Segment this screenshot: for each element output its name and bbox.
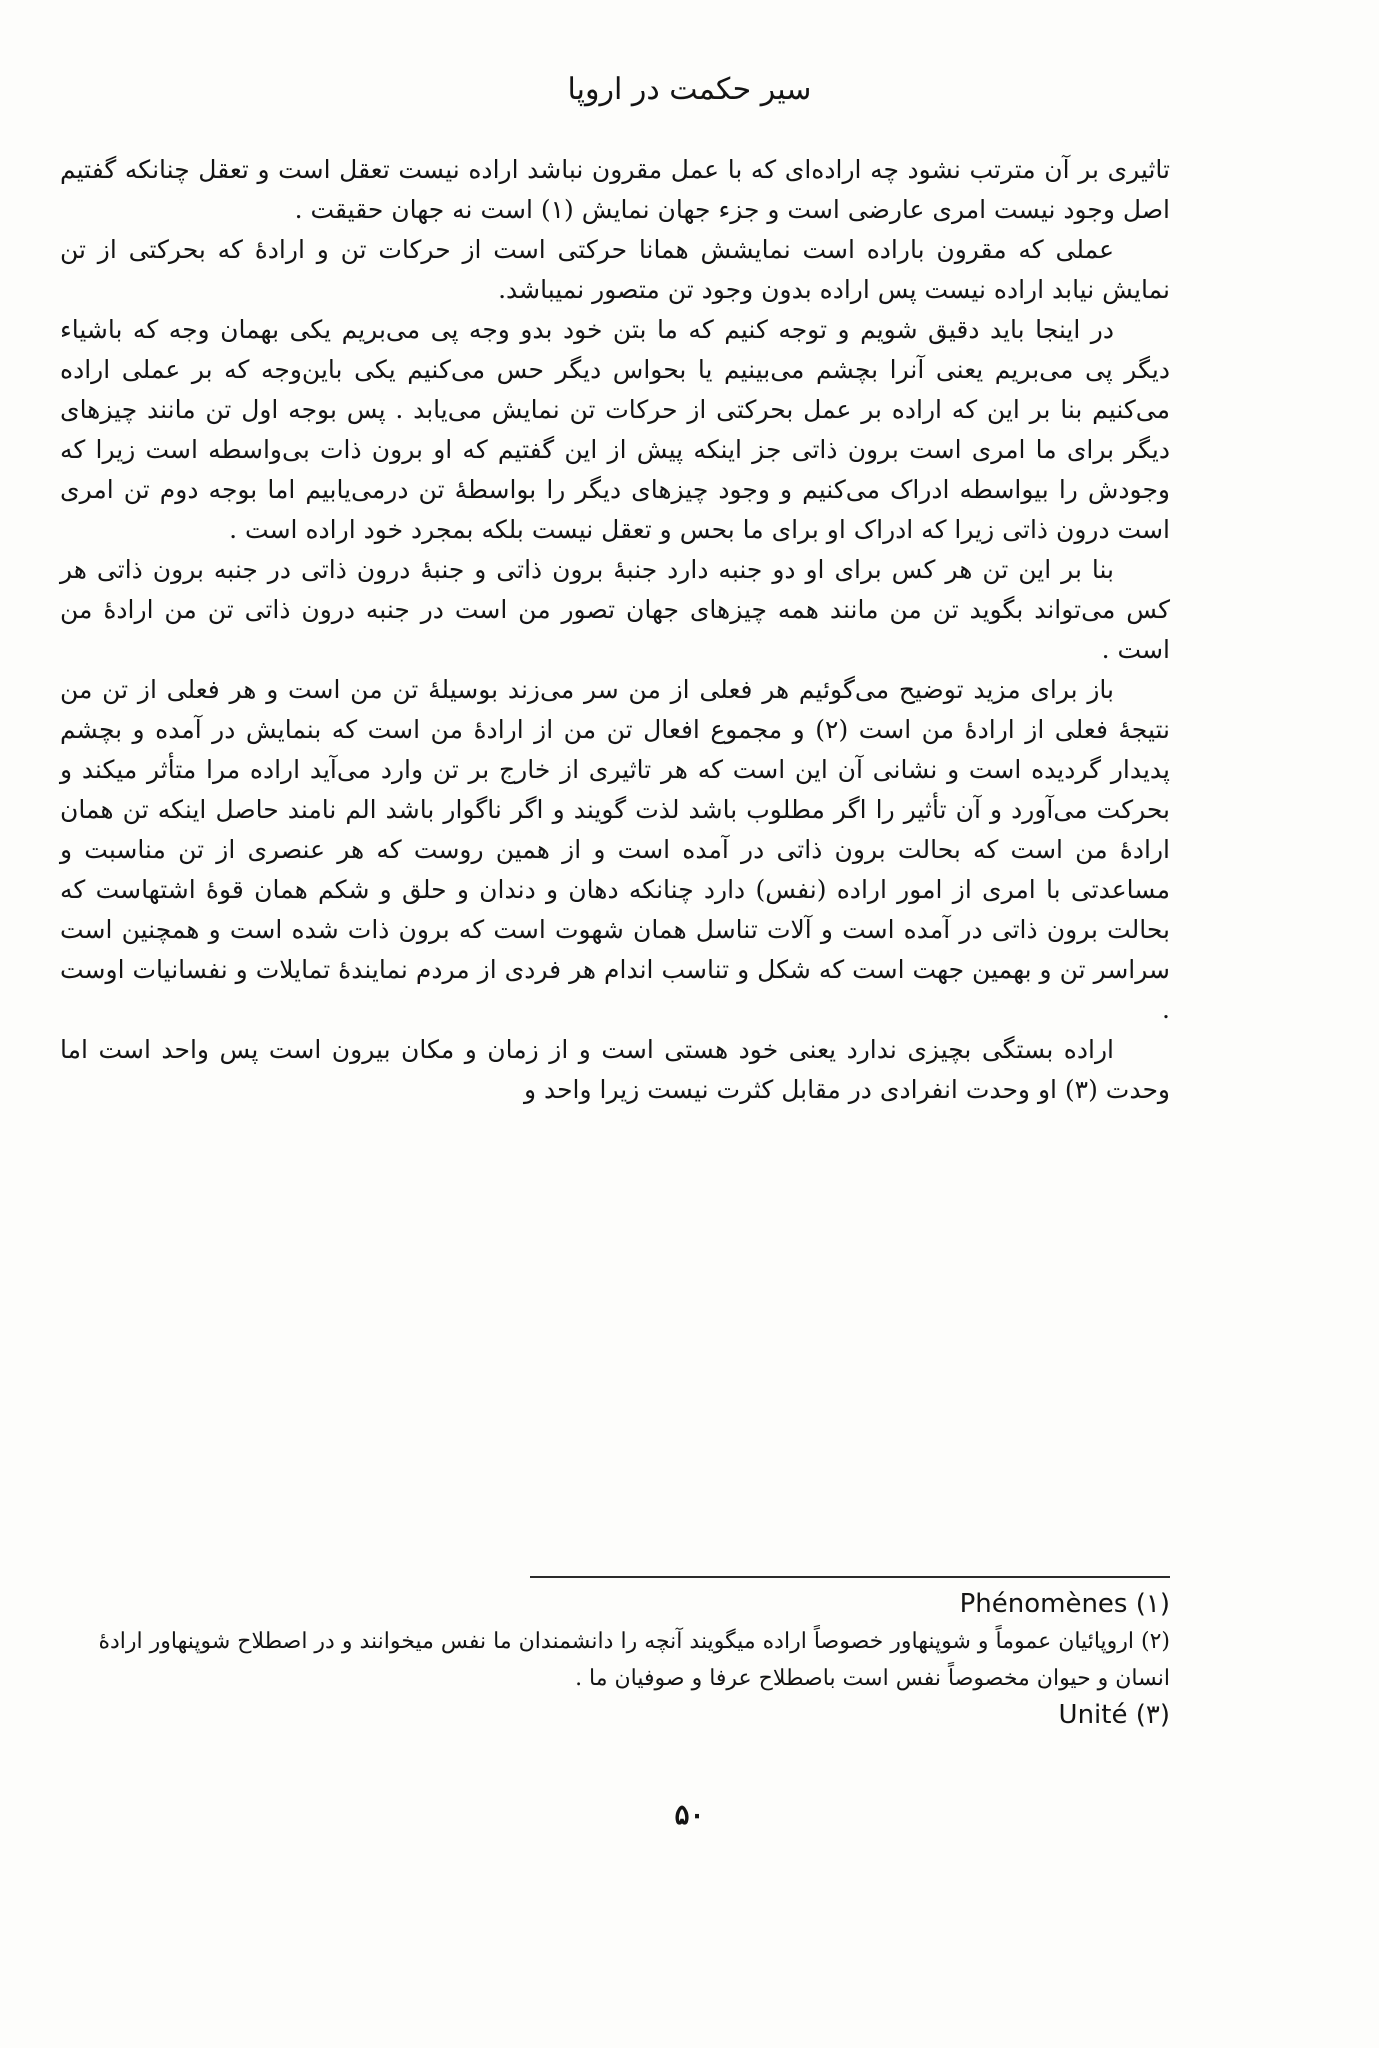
footnote-2: (۲) اروپائیان عموماً و شوپنهاور خصوصاً اراده میگویند آنچه را دانشمندان ما نفس میخوانند و در اصطلاح شوپنهاور ارادهٔ انسان و حیوان مخصوصاً نفس است باصطلاح عرفا و صوفیان ما . [98,1629,1170,1691]
running-title: سیر حکمت در اروپا [567,72,812,107]
paragraph-action-and-body: عملی که مقرون باراده است نمایشش همانا حرکتی است از حرکات تن و ارادهٔ که بحرکتی از تن نمایش نیابد اراده نیست پس اراده بدون وجود تن متصور نمیباشد. [60,235,1170,304]
page-number: ۵۰ [674,1798,705,1831]
body-text [60,150,1170,1110]
paragraph-two-aspects: بنا بر این تن هر کس برای او دو جنبه دارد جنبهٔ برون ذاتی و جنبهٔ درون ذاتی در جنبه برون ذاتی هر کس می‌تواند بگوید تن من مانند همه چیزهای جهان تصور من است در جنبه درون ذاتی تن من ارادهٔ من است . [60,555,1170,664]
paragraph-further-explanation: باز برای مزید توضیح می‌گوئیم هر فعلی از من سر می‌زند بوسیلهٔ تن من است و هر فعلی از تن من نتیجهٔ فعلی از ارادهٔ من است (۲) و مجموع افعال تن من از ارادهٔ من است که بنمایش در آمده و بچشم پدیدار گردیده است و نشانی آن این است که هر تاثیری از خارج بر تن وارد می‌آید اراده مرا متأثر میکند و بحرکت می‌آورد و آن تأثیر را اگر مطلوب باشد لذت گویند و اگر ناگوار باشد الم نامند حاصل اینکه تن همان ارادهٔ من است که بحالت برون ذاتی در آمده است و از همین روست که هر عنصری از تن مناسبت و مساعدتی با امری از امور اراده (نفس) دارد چنانکه دهان و دندان و حلق و شکم همان قوهٔ اشتهاست که بحالت برون ذاتی در آمده است و آلات تناسل همان شهوت است که برون ذات شده است و همچنین است سراسر تن و بهمین جهت است که شکل و تناسب اندام هر فردی از مردم نمایندهٔ تمایلات و نفسانیات اوست . [60,675,1170,1024]
paragraph-two-ways: در اینجا باید دقیق شویم و توجه کنیم که ما بتن خود بدو وجه پی می‌بریم یکی بهمان وجه که باشیاء دیگر پی می‌بریم یعنی آنرا بچشم می‌بینیم یا بحواس دیگر حس می‌کنیم یکی باین‌وجه که بر عملی اراده می‌کنیم بنا بر این که اراده بر عمل بحرکتی از حرکات تن نمایش می‌یابد . پس بوجه اول تن مانند چیزهای دیگر برای ما امری است برون ذاتی جز اینکه پیش از این گفتیم که او برون ذات بی‌واسطه است زیرا که وجودش را بیواسطه ادراک می‌کنیم و وجود چیزهای دیگر را بواسطهٔ تن درمی‌یابیم اما بوجه دوم تن امری است درون ذاتی زیرا که ادراک او برای ما بحس و تعقل نیست بلکه بمجرد خود اراده است . [60,315,1170,544]
paragraph-will-unity: اراده بستگی بچیزی ندارد یعنی خود هستی است و از زمان و مکان بیرون است پس واحد است اما وحدت (۳) او وحدت انفرادی در مقابل کثرت نیست زیرا واحد و [60,1035,1170,1104]
paragraph-continuation: تاثیری بر آن مترتب نشود چه اراده‌ای که با عمل مقرون نباشد اراده نیست تعقل است و تعقل چنانکه گفتیم اصل وجود نیست امری عارضی است و جزء جهان نمایش (۱) است نه جهان حقیقت . [60,155,1170,224]
footnote-divider [530,1576,1170,1578]
footnotes [60,1586,1170,1734]
footnote-3: Unité (۳) [1058,1700,1170,1730]
footnote-1: Phénomènes (۱) [959,1589,1170,1619]
